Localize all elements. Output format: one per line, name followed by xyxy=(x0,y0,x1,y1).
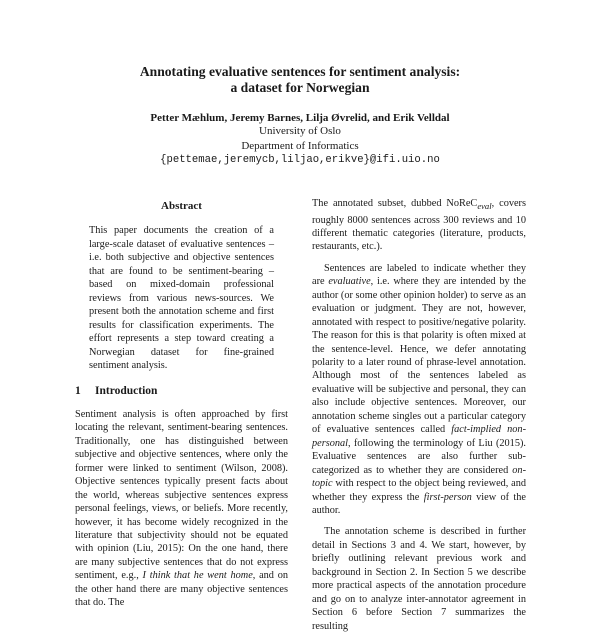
affiliation-department: Department of Informatics xyxy=(241,139,359,152)
left-column xyxy=(75,200,288,610)
title-line-2: a dataset for Norwegian xyxy=(230,80,370,95)
labeling-paragraph: Sentences are labeled to indicate whether they are evaluative, i.e. where they are intended by the author (or some other opinion holder) to serve as an evaluation or judgment. They are not, however, annotated with respect to positive/negative polarity. The reason for this is that polarity is often mixed at the sentence-level. Hence, we defer annotating polarity to a later round of phrase-level annotation. Although most of the sentences labeled as evaluative will be subjective and personal, they can also include objective sentences. Moreover, our annotation scheme singles out a particular category of evaluative sentences called fact-implied non-personal, following the terminology of Liu (2015). Evaluative sentences are also further sub-categorized as to whether they are considered on-topic with respect to the object being reviewed, and whether they express the first-person view of the author. xyxy=(312,262,526,517)
example-sentence: I think that he went home xyxy=(142,570,253,582)
dataset-subscript: eval xyxy=(477,201,492,212)
author-emails: {pettemae,jeremycb,liljao,erikve}@ifi.uio.no xyxy=(160,154,440,167)
affiliation-university: University of Oslo xyxy=(259,125,341,137)
affiliation-block xyxy=(0,124,600,168)
paper-title xyxy=(0,64,600,96)
outline-paragraph: The annotation scheme is described in further detail in Sections 3 and 4. We start, however, by briefly outlining relevant previous work and background in Section 2. In Section 5 we describe more practical aspects of the annotation procedure and go on to analyze inter-annotator agreement in Section 6 before Section 7 summarizes the resulting xyxy=(312,526,526,632)
section-number: 1 xyxy=(75,385,81,398)
abstract-heading: Abstract xyxy=(161,200,202,212)
section-heading-introduction xyxy=(75,385,288,398)
section-title: Introduction xyxy=(95,385,158,398)
abstract-text: This paper documents the creation of a large-scale dataset of evaluative sentences – i.e. both subjective and objective sentences that are found to be sentiment-bearing – based on mixed-domain professional reviews from various news-sources. We present both the annotation scheme and first results for classification experiments. The effort represents a step toward creating a Norwegian dataset for fine-grained sentiment analysis. xyxy=(89,225,274,371)
dataset-paragraph: The annotated subset, dubbed NoReC$_{eval}$, covers roughly 8000 sentences across 300 reviews and 10 different thematic categories (literature, products, restaurants, etc.). xyxy=(312,198,526,253)
right-column xyxy=(312,197,526,633)
title-line-1: Annotating evaluative sentences for sentiment analysis: xyxy=(139,64,461,79)
intro-paragraph-1: Sentiment analysis is often approached by first locating the relevant, sentiment-bearing sentences. Traditionally, one has distinguished between subjective and objective sentences, where only the former were linked to sentiment (Wilson, 2008). Objective sentences typically present facts about the world, whereas subjective sentences express personal feelings, views, or beliefs. More recently, however, it has become widely recognized in the literature that subjectivity should not be equated with opinion (Liu, 2015): On the one hand, there are many subjective sentences that do not express sentiment, e.g., I think that he went home, and on the other hand there are many objective sentences that do. The xyxy=(75,408,288,609)
author-list: Petter Mæhlum, Jeremy Barnes, Lilja Øvrelid, and Erik Velldal xyxy=(150,112,450,124)
